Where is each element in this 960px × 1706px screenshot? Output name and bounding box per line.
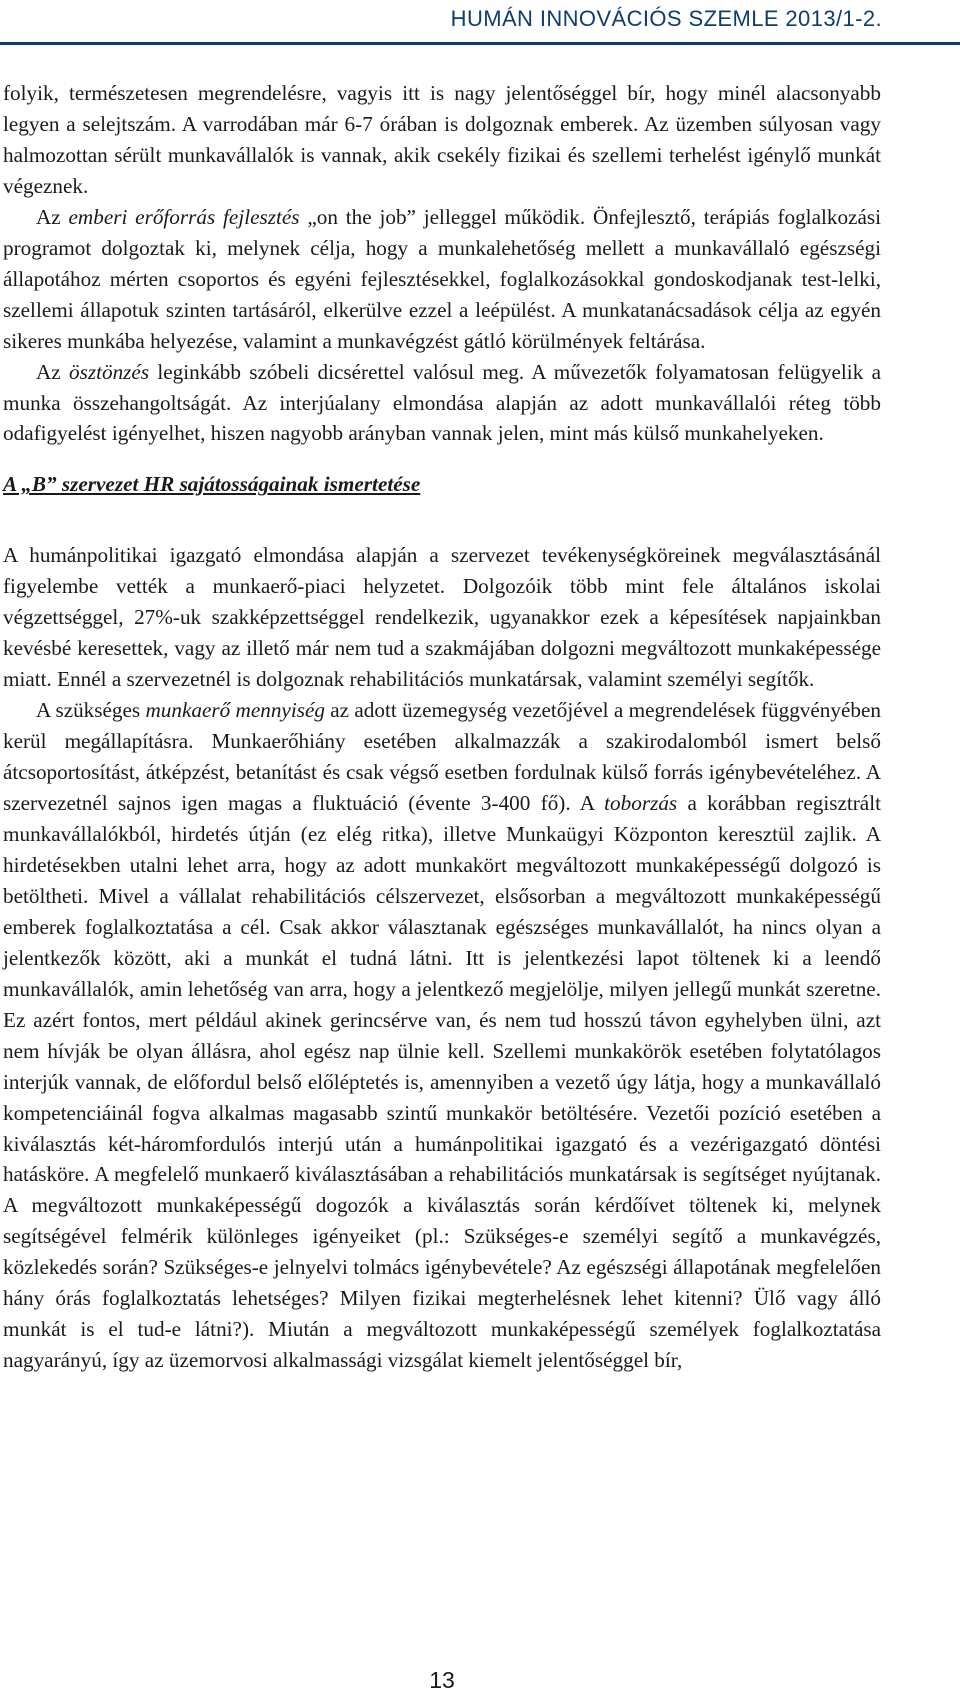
page-number: 13 xyxy=(429,1667,455,1693)
paragraph-2-emphasis: emberi erőforrás fejlesztés xyxy=(68,204,300,229)
paragraph-3-start: Az xyxy=(36,359,70,384)
section-heading: A „B” szervezet HR sajátosságainak ismertetése xyxy=(3,472,421,497)
paragraph-2-start: Az xyxy=(36,204,69,229)
paragraph-3-emphasis: ösztönzés xyxy=(69,359,150,384)
paragraph-2-rest: „on the job” jelleggel működik. Önfejlesztő, terápiás foglalkozási programot dolgoztak ki, melynek célja, hogy a munkalehetőség mellett a munkavállaló egészségi állapotához mérten csoportos és egyéni fejlesztésekkel, foglalkozásokkal gondoskodjanak test-lelki, szellemi állapotuk szinten tartásáról, elkerülve ezzel a leépülést. A munkatanácsadások célja az egyén sikeres munkába helyezése, valamint a munkavégzést gátló körülmények feltárása. xyxy=(3,204,881,353)
paragraph-3-rest: leginkább szóbeli dicsérettel valósul meg. A művezetők folyamatosan felügyelik a munka összehangoltságát. Az interjúalany elmondása alapján az adott munkavállalói réteg több odafigyelést igényelhet, hiszen nagyobb arányban vannak jelen, mint más külső munkahelyeken. xyxy=(3,359,881,446)
paragraph-2 xyxy=(3,202,881,357)
header-divider xyxy=(0,42,960,45)
article-body xyxy=(3,78,881,1376)
paragraph-4: A humánpolitikai igazgató elmondása alapján a szervezet tevékenységköreinek megválasztásánál figyelembe vették a munkaerő-piaci helyzetet. Dolgozóik több mint fele általános iskolai végzettséggel, 27%-uk szakképzettséggel rendelkezik, ugyanakkor ezek a képesítések napjainkban kevésbé keresettek, vagy az illető már nem tud a szakmájában dolgozni megváltozott munkaképessége miatt. Ennél a szervezetnél is dolgoznak rehabilitációs munkatársak, valamint személyi segítők. xyxy=(3,543,881,692)
journal-title: HUMÁN INNOVÁCIÓS SZEMLE 2013/1-2. xyxy=(450,6,882,31)
page-header xyxy=(0,0,960,46)
paragraph-1: folyik, természetesen megrendelésre, vagyis itt is nagy jelentőséggel bír, hogy minél alacsonyabb legyen a selejtszám. A varrodában már 6-7 órában is dolgoznak emberek. Az üzemben súlyosan vagy halmozottan sérült munkavállalók is vannak, akik csekély fizikai és szellemi terhelést igénylő munkát végeznek. xyxy=(3,81,881,198)
paragraph-5-start: A szükséges xyxy=(36,698,146,723)
paragraph-5-emphasis-1: munkaerő mennyiség xyxy=(145,698,325,723)
paragraph-3 xyxy=(3,357,881,450)
paragraph-5-rest: a korábban regisztrált munkavállalókból, hirdetés útján (ez elég ritka), illetve Munkaügyi Központon keresztül zajlik. A hirdetésekben utalni lehet arra, hogy az adott munkakört megváltozott munkaképességű dolgozó is betöltheti. Mivel a vállalat rehabilitációs célszervezet, elsősorban a megváltozott munkaképességű emberek foglalkoztatása a cél. Csak akkor választanak egészséges munkavállalót, ha nincs olyan a jelentkezők között, aki a munkát el tudná látni. Itt is jelentkezési lapot töltenek ki a leendő munkavállalók, amin lehetőség van arra, hogy a jelentkező megjelölje, milyen jellegű munkát szeretne. Ez azért fontos, mert például akinek gerincsérve van, és nem tud hosszú távon egyhelyben ülni, azt nem hívják be olyan állásra, ahol egész nap ülnie kell. Szellemi munkakörök esetében folytatólagos interjúk vannak, de előfordul belső előléptetés is, amennyiben a vezető úgy látja, hogy a munkavállaló kompetenciáinál fogva alkalmas magasabb szintű munkakör betöltésére. Vezetői pozíció esetében a kiválasztás két-háromfordulós interjú után a humánpolitikai igazgató és a vezérigazgató döntési hatásköre. A megfelelő munkaerő kiválasztásában a rehabilitációs munkatársak is segítséget nyújtanak. A megváltozott munkaképességű dogozók a kiválasztás során kérdőívet töltenek ki, melynek segítségével felmérik különleges igényeiket (pl.: Szükséges-e személyi segítő a munkavégzés, közlekedés során? Szükséges-e jelnyelvi tolmács igénybevétele? Az egészségi állapotának megfelelően hány órás foglalkoztatás lehetséges? Milyen fizikai megterhelésnek lehet kitenni? Ülő vagy álló munkát is el tud-e látni?). Miután a megváltozott munkaképességű személyek foglalkoztatása nagyarányú, így az üzemorvosi alkalmassági vizsgálat kiemelt jelentőséggel bír, xyxy=(3,791,881,1373)
paragraph-5-middle: az adott üzemegység vezetőjével a megrendelések függvényében kerül megállapításra. Munkaerőhiány esetében alkalmazzák a szakirodalomból ismert belső átcsoportosítást, átképzést, betanítást és csak végső esetben fordulnak külső forrás igénybevételéhez. A szervezetnél sajnos igen magas a fluktuáció (évente 3-400 fő). A xyxy=(3,698,881,816)
paragraph-5-emphasis-2: toborzás xyxy=(604,791,678,816)
paragraph-5 xyxy=(3,695,881,1376)
